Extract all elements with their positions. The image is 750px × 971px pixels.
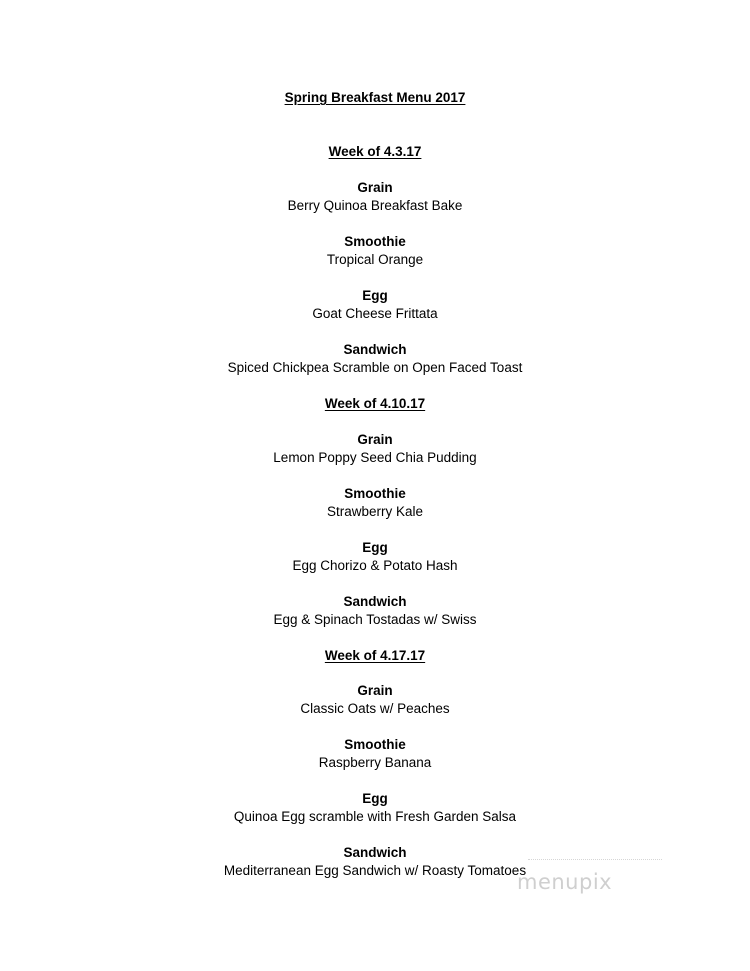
dish-name: Strawberry Kale: [326, 504, 424, 519]
category-label: Egg: [362, 288, 388, 303]
dish-name: Spiced Chickpea Scramble on Open Faced Toast: [227, 360, 523, 375]
category-label: Sandwich: [343, 594, 407, 609]
dish-name: Tropical Orange: [326, 252, 424, 267]
dish-name: Mediterranean Egg Sandwich w/ Roasty Tomatoes: [223, 863, 527, 878]
dish-name: Raspberry Banana: [318, 755, 432, 770]
dish-name: Lemon Poppy Seed Chia Pudding: [273, 450, 477, 465]
week-heading-2: Week of 4.10.17: [324, 396, 426, 411]
category-label: Grain: [357, 180, 393, 195]
dish-name: Quinoa Egg scramble with Fresh Garden Salsa: [233, 809, 517, 824]
week-heading-3: Week of 4.17.17: [324, 648, 426, 663]
watermark-divider: [528, 859, 662, 860]
dish-name: Berry Quinoa Breakfast Bake: [287, 198, 463, 213]
category-label: Egg: [362, 791, 388, 806]
category-label: Smoothie: [344, 737, 406, 752]
dish-name: Egg & Spinach Tostadas w/ Swiss: [273, 612, 477, 627]
dish-name: Classic Oats w/ Peaches: [300, 701, 450, 716]
dish-name: Goat Cheese Frittata: [312, 306, 438, 321]
category-label: Sandwich: [343, 342, 407, 357]
category-label: Egg: [362, 540, 388, 555]
menu-title: Spring Breakfast Menu 2017: [284, 90, 466, 105]
category-label: Smoothie: [344, 486, 406, 501]
category-label: Smoothie: [344, 234, 406, 249]
category-label: Sandwich: [343, 845, 407, 860]
category-label: Grain: [357, 432, 393, 447]
week-heading-1: Week of 4.3.17: [328, 144, 422, 159]
category-label: Grain: [357, 683, 393, 698]
dish-name: Egg Chorizo & Potato Hash: [292, 558, 458, 573]
watermark: menupix: [517, 870, 613, 894]
